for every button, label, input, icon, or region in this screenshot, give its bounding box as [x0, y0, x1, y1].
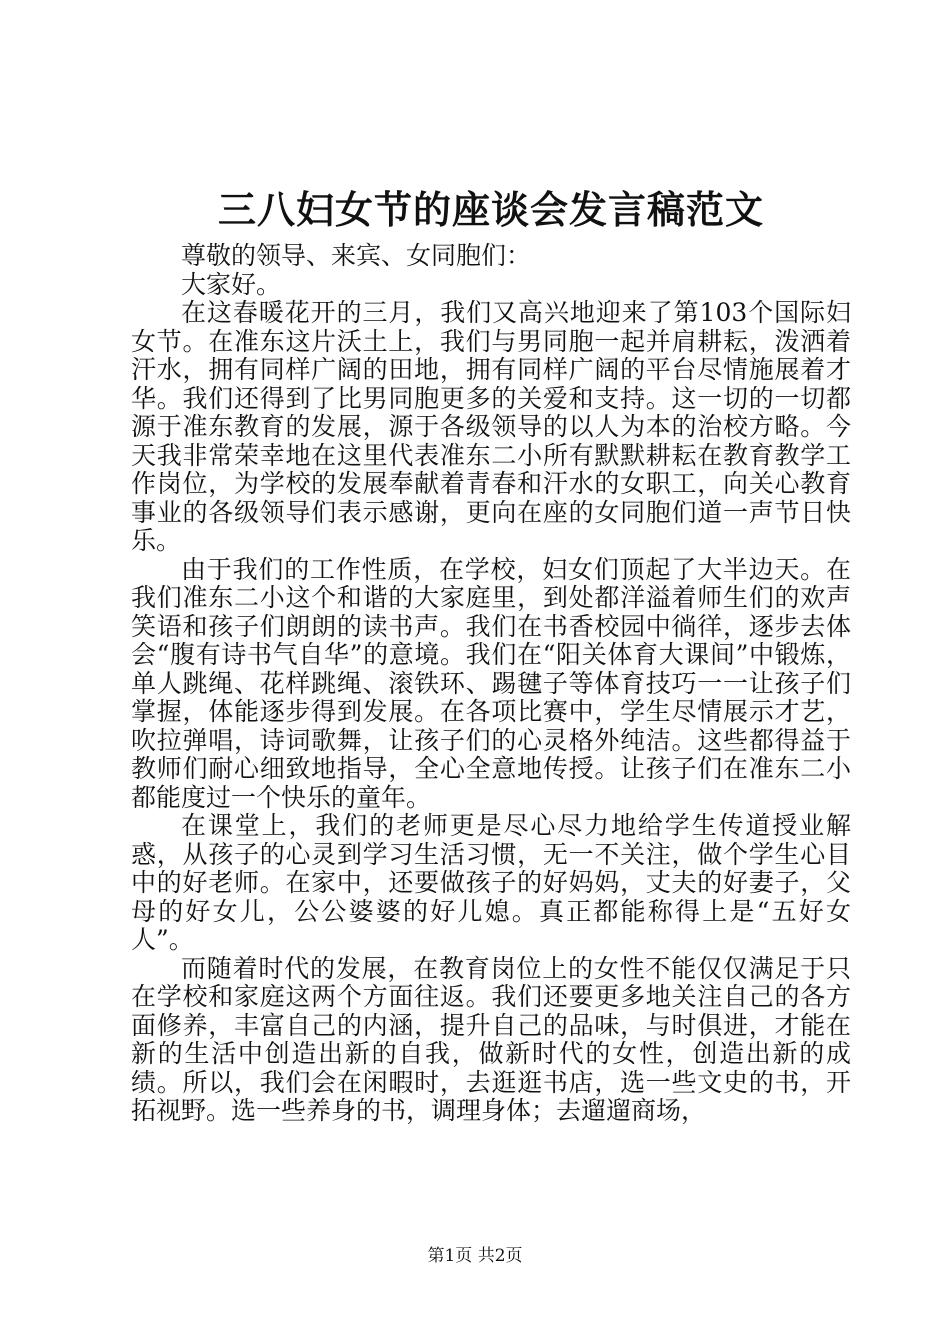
greeting: 大家好。	[181, 269, 282, 299]
body-paragraph: 在课堂上，我们的老师更是尽心尽力地给学生传道授业解惑，从孩子的心灵到学习生活习惯，无一不关注，做个学生心目中的好老师。在家中，还要做孩子的好妈妈，丈夫的好妻子，父母的好女儿，公公婆婆的好儿媳。真正都能称得上是“五好女人”。	[131, 811, 851, 954]
body-paragraph: 在这春暖花开的三月，我们又高兴地迎来了第103个国际妇女节。在准东这片沃土上，我们与男同胞一起并肩耕耘，泼洒着汗水，拥有同样广阔的田地，拥有同样广阔的平台尽情施展着才华。我们还得到了比男同胞更多的关爱和支持。这一切的一切都源于准东教育的发展，源于各级领导的以人为本的治校方略。今天我非常荣幸地在这里代表准东二小所有默默耕耘在教育教学工作岗位，为学校的发展奉献着青春和汗水的女职工，向关心教育事业的各级领导们表示感谢，更向在座的女同胞们道一声节日快乐。	[131, 298, 851, 555]
body-paragraph: 而随着时代的发展，在教育岗位上的女性不能仅仅满足于只在学校和家庭这两个方面往返。我们还要更多地关注自己的各方面修养，丰富自己的内涵，提升自己的品味，与时俱进，才能在新的生活中创造出新的自我，做新时代的女性，创造出新的成绩。所以，我们会在闲暇时，去逛逛书店，选一些文史的书，开拓视野。选一些养身的书，调理身体；去遛遛商场，	[131, 953, 851, 1125]
salutation: 尊敬的领导、来宾、女同胞们：	[181, 241, 532, 270]
document-page	[131, 182, 851, 1126]
page-footer: 第1页 共2页	[427, 1246, 523, 1266]
document-title: 三八妇女节的座谈会发言稿范文	[217, 187, 764, 232]
body-paragraph: 由于我们的工作性质，在学校，妇女们顶起了大半边天。在我们准东二小这个和谐的大家庭里，到处都洋溢着师生们的欢声笑语和孩子们朗朗的读书声。我们在书香校园中徜徉，逐步去体会“腹有诗书气自华”的意境。我们在“阳关体育大课间”中锻炼，单人跳绳、花样跳绳、滚铁环、踢毽子等体育技巧一一让孩子们掌握，体能逐步得到发展。在各项比赛中，学生尽情展示才艺，吹拉弹唱，诗词歌舞，让孩子们的心灵格外纯洁。这些都得益于教师们耐心细致地指导，全心全意地传授。让孩子们在准东二小都能度过一个快乐的童年。	[131, 554, 851, 812]
